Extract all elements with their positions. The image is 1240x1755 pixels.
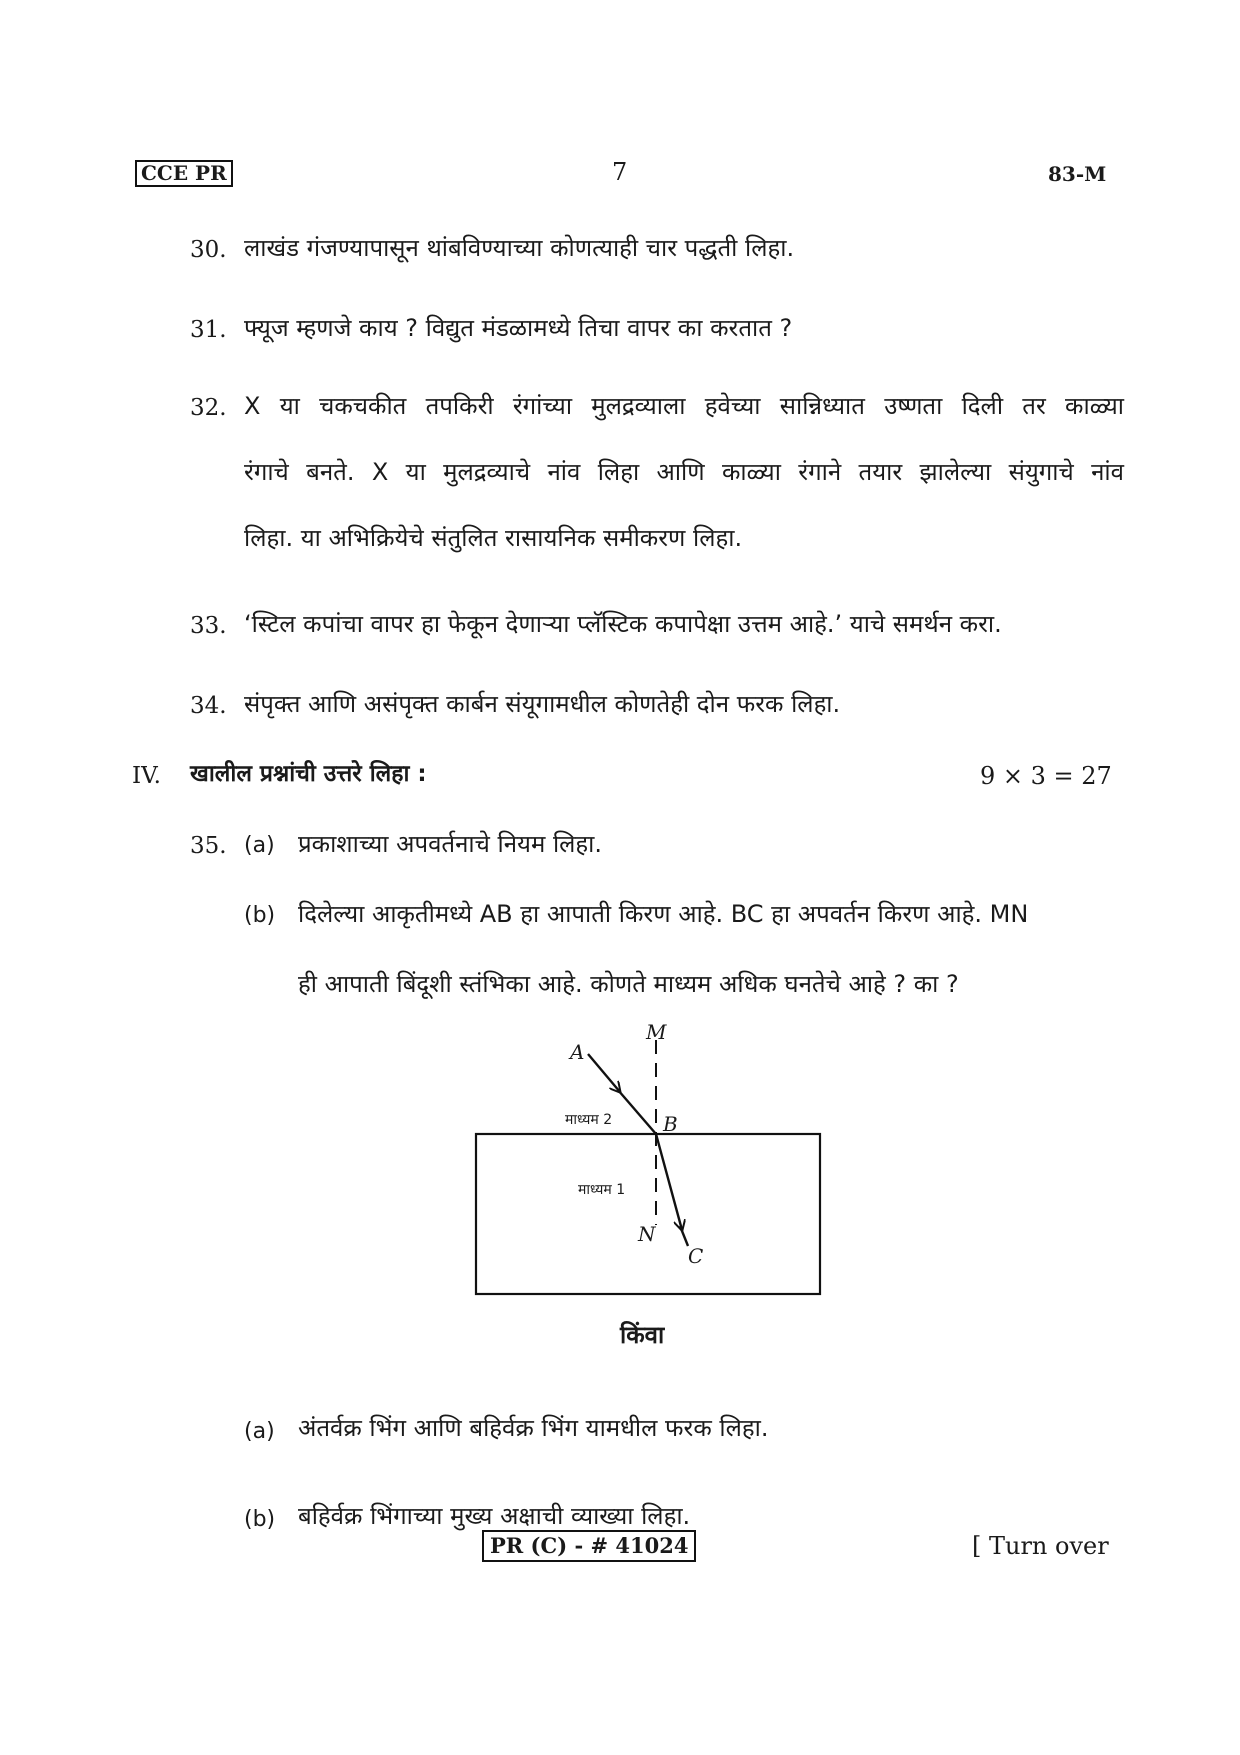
question-text: लाखंड गंजण्यापासून थांबविण्याच्या कोणत्याही चार पद्धती लिहा. <box>244 234 795 262</box>
question-text: फ्यूज म्हणजे काय ? विद्युत मंडळामध्ये तिचा वापर का करतात ? <box>244 314 793 342</box>
alt-part-a-text: अंतर्वक्र भिंग आणि बहिर्वक्र भिंग यामधील फरक लिहा. <box>298 1414 769 1442</box>
label-m: M <box>646 1020 667 1044</box>
question-text: संपृक्त आणि असंपृक्त कार्बन संयूगामधील कोणतेही दोन फरक लिहा. <box>244 690 841 718</box>
label-medium-1: माध्यम 1 <box>578 1182 626 1198</box>
question-text: ‘स्टिल कपांचा वापर हा फेकून देणाऱ्या प्लॅस्टिक कपापेक्षा उत्तम आहे.’ याचे समर्थन करा. <box>244 610 1002 638</box>
question-number: 30. <box>190 237 227 263</box>
incident-ray-ab <box>588 1054 620 1092</box>
part-a-label: (a) <box>244 833 275 858</box>
incident-ray-ab-tail <box>618 1090 656 1134</box>
header-code-box: CCE PR <box>135 160 233 187</box>
refracted-ray-bc-tail <box>680 1226 688 1246</box>
alt-part-b-text: बहिर्वक्र भिंगाच्या मुख्य अक्षाची व्याख्या लिहा. <box>298 1502 691 1530</box>
question-number: 32. <box>190 395 227 421</box>
question-text-line-3: लिहा. या अभिक्रियेचे संतुलित रासायनिक समीकरण लिहा. <box>244 524 743 552</box>
alt-part-a-label: (a) <box>244 1419 275 1444</box>
question-text-line-2: रंगाचे बनते. X या मुलद्रव्याचे नांव लिहा आणि काळ्या रंगाने तयार झालेल्या संयुगाचे नांव <box>244 458 1124 486</box>
label-n: N <box>638 1222 656 1246</box>
question-number: 31. <box>190 317 227 343</box>
label-medium-2: माध्यम 2 <box>565 1112 613 1128</box>
page-number: 7 <box>612 158 628 186</box>
label-c: C <box>688 1244 704 1268</box>
label-b: B <box>663 1112 678 1136</box>
question-number: 34. <box>190 693 227 719</box>
alt-part-b-label: (b) <box>244 1507 276 1532</box>
paper-code: 83-M <box>1048 162 1107 186</box>
part-b-label: (b) <box>244 903 276 928</box>
part-b-text-line-1: दिलेल्या आकृतीमध्ये AB हा आपाती किरण आहे. BC हा अपवर्तन किरण आहे. MN <box>298 900 1029 928</box>
turn-over-note: [ Turn over <box>972 1532 1109 1560</box>
question-text-line-1: X या चकचकीत तपकिरी रंगांच्या मुलद्रव्याला हवेच्या सान्निध्यात उष्णता दिली तर काळ्या <box>244 392 1124 420</box>
section-marks: 9 × 3 = 27 <box>980 762 1112 790</box>
section-title: खालील प्रश्नांची उत्तरे लिहा : <box>190 761 427 787</box>
label-a: A <box>570 1040 585 1064</box>
part-b-text-line-2: ही आपाती बिंदूशी स्तंभिका आहे. कोणते माध्यम अधिक घनतेचे आहे ? का ? <box>298 970 959 998</box>
medium-1-block <box>476 1134 820 1294</box>
part-a-text: प्रकाशाच्या अपवर्तनाचे नियम लिहा. <box>298 830 603 858</box>
refracted-ray-bc <box>656 1134 682 1230</box>
footer-code-box: PR (C) - # 41024 <box>482 1530 696 1562</box>
section-roman: IV. <box>132 763 161 789</box>
refraction-diagram-svg <box>460 1020 840 1310</box>
or-divider: किंवा <box>620 1321 665 1349</box>
refraction-diagram <box>460 1020 840 1310</box>
question-number: 33. <box>190 613 227 639</box>
question-number: 35. <box>190 833 227 859</box>
